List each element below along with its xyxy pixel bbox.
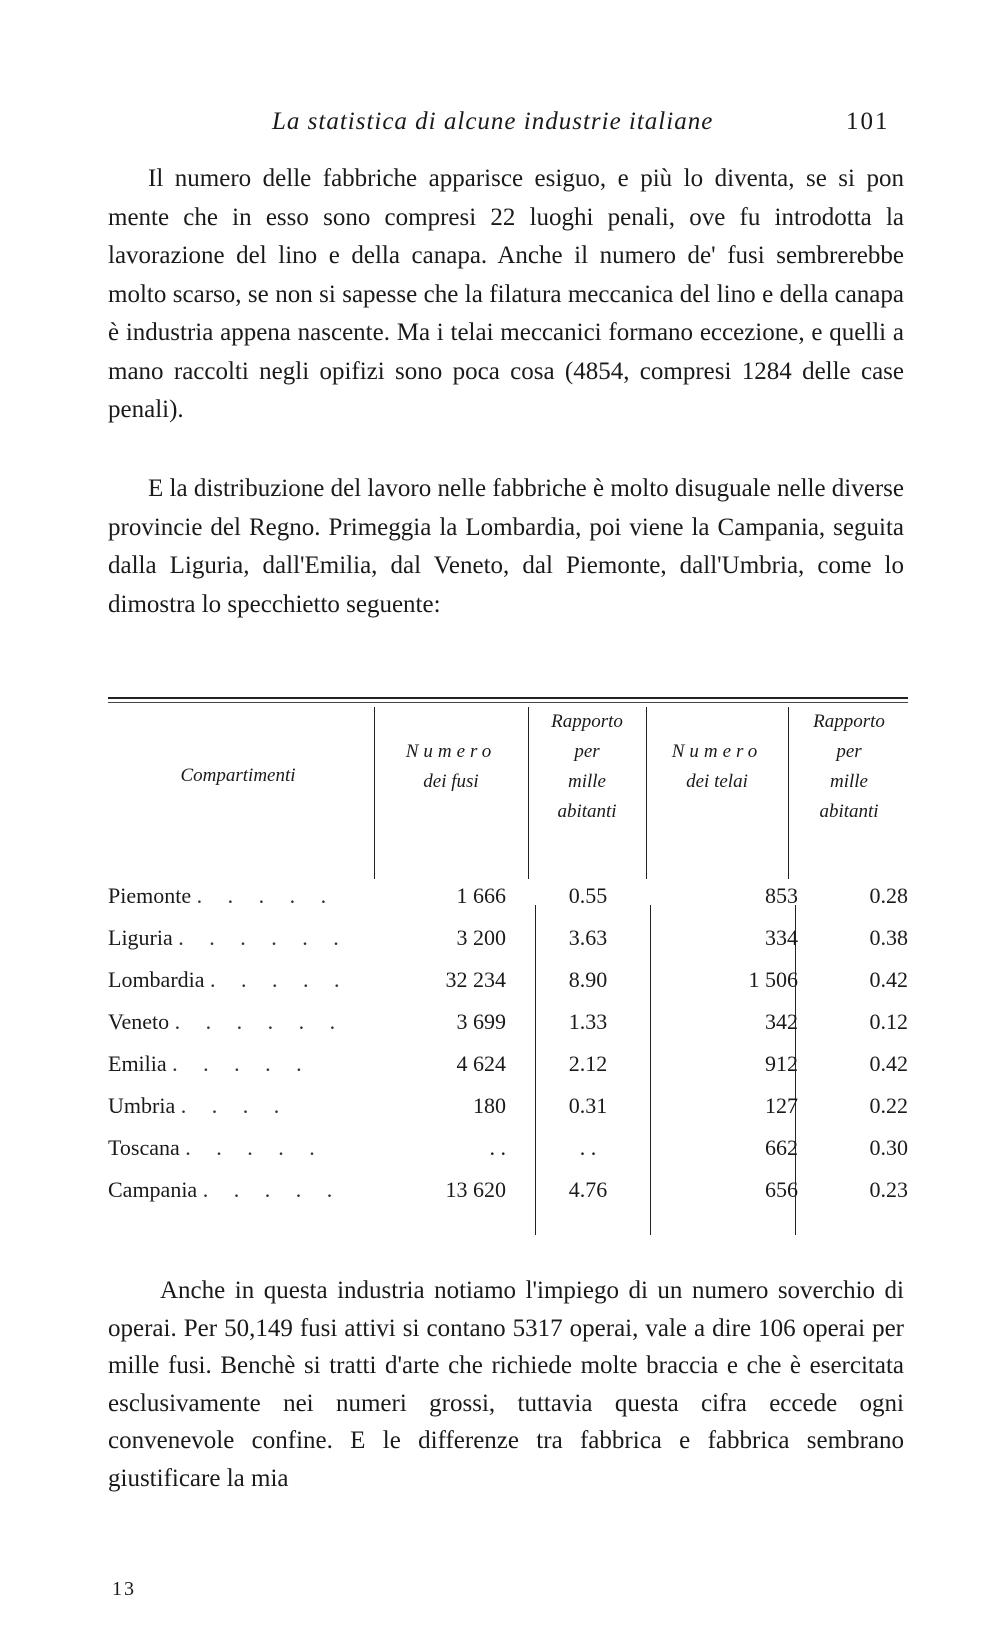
header-numero-telai — [648, 737, 786, 797]
paragraph-2: E la distribuzione del lavoro nelle fabbriche è molto disuguale nelle diverse provincie del Regno. Primeggia la Lombardia, poi viene la Campania, seguita dalla Liguria, dall'Emilia, dal Veneto, dal Piemonte, dall'Umbria, come lo dimostra lo specchietto seguente: — [108, 475, 904, 618]
telai-value: 656 — [765, 1177, 798, 1202]
fusi-value: 3 200 — [456, 925, 506, 950]
rapporto-telai-value: 0.22 — [869, 1093, 908, 1118]
table-row — [108, 1009, 908, 1051]
rapporto-fusi-value: 4.76 — [568, 1177, 608, 1202]
header-divider-4 — [788, 707, 789, 879]
header-numero-telai-line2: dei telai — [686, 771, 748, 792]
region-name: Toscana . . . . . — [108, 1135, 325, 1160]
rapporto-telai-value: 0.30 — [869, 1135, 908, 1160]
table-row — [108, 1051, 908, 1093]
rapporto-telai-value: 0.38 — [869, 925, 908, 950]
statistics-table — [108, 697, 908, 1297]
table-top-rule — [108, 697, 908, 699]
rapporto-fusi-value: 2.12 — [568, 1051, 608, 1076]
header-numero-fusi — [376, 737, 526, 797]
paragraph-1: Il numero delle fabbriche apparisce esiguo, e più lo diventa, se si pon mente che in esso sono compresi 22 luoghi penali, ove fu introdotta la lavorazione del lino e della canapa. Anche il numero de' fusi sembrerebbe molto scarso, se non si sapesse che la filatura meccanica del lino e della canapa è industria appena nascente. Ma i telai meccanici formano eccezione, e quelli a mano raccolti negli opifizi sono poca cosa (4854, compresi 1284 delle case penali). — [108, 165, 904, 423]
rapporto-fusi-value: . . — [579, 1135, 597, 1160]
table-row — [108, 1093, 908, 1135]
telai-value: 912 — [765, 1051, 798, 1076]
signature-mark: 13 — [112, 1578, 136, 1600]
header-divider-2 — [528, 707, 529, 879]
header-numero-fusi-line2: dei fusi — [423, 771, 479, 792]
table-row — [108, 925, 908, 967]
region-name: Liguria . . . . . . — [108, 925, 349, 950]
telai-value: 1 506 — [748, 967, 798, 992]
rapporto-telai-value: 0.12 — [869, 1009, 908, 1034]
telai-value: 662 — [765, 1135, 798, 1160]
telai-value: 342 — [765, 1009, 798, 1034]
region-name: Lombardia . . . . . — [108, 967, 350, 992]
telai-value: 853 — [765, 883, 798, 908]
rapporto-fusi-value: 0.55 — [568, 883, 608, 908]
header-numero-telai-line1: Numero — [671, 741, 763, 762]
rapporto-telai-value: 0.23 — [869, 1177, 908, 1202]
header-rapporto-fusi: Rapporto per mille abitanti — [551, 711, 623, 822]
paragraph-3: Anche in questa industria notiamo l'impiego di un numero soverchio di operai. Per 50,149 fusi attivi si contano 5317 operai, vale a dire 106 operai per mille fusi. Benchè si tratti d'arte che richiede molte braccia e che è esercitata esclusivamente nei numeri grossi, tuttavia questa cifra eccede ogni convenevole confine. E le differenze tra fabbrica e fabbrica sembrano giustificare la mia — [108, 1277, 904, 1492]
fusi-value: 180 — [473, 1093, 506, 1118]
fusi-value: 4 624 — [456, 1051, 506, 1076]
rapporto-telai-value: 0.28 — [869, 883, 908, 908]
header-divider-1 — [374, 707, 375, 879]
running-title: La statistica di alcune industrie italiane — [272, 108, 714, 135]
table-row — [108, 1177, 908, 1219]
fusi-value: 32 234 — [445, 967, 506, 992]
rapporto-fusi-value: 8.90 — [568, 967, 608, 992]
region-name: Piemonte . . . . . — [108, 883, 337, 908]
rapporto-telai-value: 0.42 — [869, 1051, 908, 1076]
telai-value: 127 — [765, 1093, 798, 1118]
table-row — [108, 883, 908, 925]
rapporto-telai-value: 0.42 — [869, 967, 908, 992]
rapporto-fusi-value: 1.33 — [568, 1009, 608, 1034]
fusi-value: 13 620 — [445, 1177, 506, 1202]
rapporto-fusi-value: 0.31 — [568, 1093, 608, 1118]
region-name: Umbria . . . . — [108, 1093, 290, 1118]
running-head — [0, 108, 1000, 144]
region-name: Campania . . . . . — [108, 1177, 343, 1202]
header-compartimenti: Compartimenti — [180, 765, 296, 786]
telai-value: 334 — [765, 925, 798, 950]
page-number: 101 — [846, 108, 890, 135]
table-row — [108, 967, 908, 1009]
header-numero-fusi-line1: Numero — [405, 741, 497, 762]
fusi-value: 3 699 — [456, 1009, 506, 1034]
fusi-value: 1 666 — [456, 883, 506, 908]
header-divider-3 — [646, 707, 647, 879]
fusi-value: . . — [489, 1135, 506, 1160]
header-rapporto-telai: Rapporto per mille abitanti — [813, 711, 885, 822]
table-top-rule-thin — [108, 702, 908, 703]
region-name: Veneto . . . . . . — [108, 1009, 346, 1034]
table-row — [108, 1135, 908, 1177]
rapporto-fusi-value: 3.63 — [568, 925, 608, 950]
region-name: Emilia . . . . . — [108, 1051, 312, 1076]
